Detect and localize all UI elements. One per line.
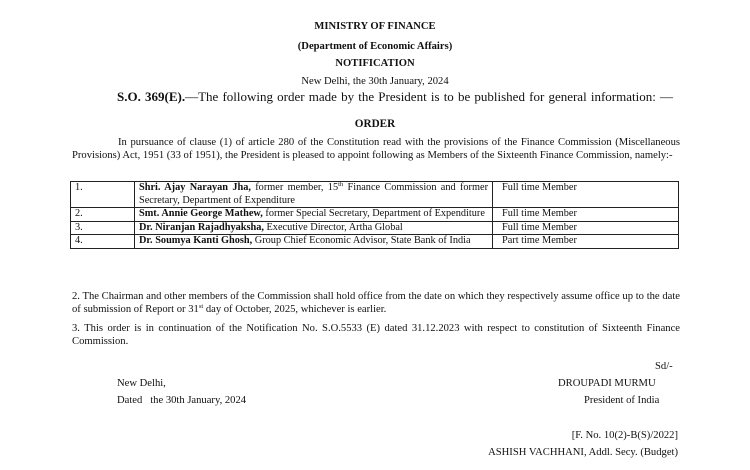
president-name: DROUPADI MURMU: [558, 378, 656, 389]
member-name: Smt. Annie George Mathew,: [139, 208, 263, 220]
member-number: 2.: [71, 208, 135, 222]
member-row: [71, 208, 679, 222]
member-role: Full time Member: [493, 208, 679, 222]
sign-dated: Dated the 30th January, 2024: [117, 395, 247, 406]
member-row: [71, 235, 679, 249]
members-table: [70, 181, 679, 249]
member-number: 3.: [71, 221, 135, 235]
member-row: [71, 221, 679, 235]
file-number: [F. No. 10(2)-B(S)/2022]: [571, 430, 678, 441]
sign-place: New Delhi,: [117, 378, 166, 389]
member-name: Dr. Niranjan Rajadhyaksha,: [139, 221, 264, 233]
member-role: Part time Member: [493, 235, 679, 249]
member-description: Shri. Ajay Narayan Jha, former member, 15th Finance Commission and former Secretary, Department of Expenditure: [135, 182, 493, 208]
paragraph-2: 2. The Chairman and other members of the Commission shall hold office from the date on which they respectively assume office up to the date of submission of Report or 31st day of October, 2025, whichever is earlier.: [72, 291, 680, 315]
signatory-line: ASHISH VACHHANI, Addl. Secy. (Budget): [488, 447, 678, 458]
paragraph-3: 3. This order is in continuation of the Notification No. S.O.5533 (E) dated 31.12.2023 with respect to constitution of Sixteenth Finance Commission.: [72, 323, 680, 347]
member-description: Dr. Soumya Kanti Ghosh, Group Chief Economic Advisor, State Bank of India: [135, 235, 493, 249]
member-description: Smt. Annie George Mathew, former Special Secretary, Department of Expenditure: [135, 208, 493, 222]
place-date-line: New Delhi, the 30th January, 2024: [301, 76, 449, 87]
so-number: S.O. 369(E).: [117, 89, 186, 104]
member-role: Full time Member: [493, 182, 679, 208]
ministry-heading: MINISTRY OF FINANCE: [314, 21, 436, 32]
member-number: 1.: [71, 182, 135, 208]
member-description: Dr. Niranjan Rajadhyaksha, Executive Director, Artha Global: [135, 221, 493, 235]
department-heading: (Department of Economic Affairs): [297, 41, 453, 52]
so-intro: [117, 90, 673, 104]
president-title: President of India: [584, 395, 660, 406]
sd-mark: Sd/-: [655, 361, 673, 372]
member-role: Full time Member: [493, 221, 679, 235]
member-number: 4.: [71, 235, 135, 249]
notification-heading: NOTIFICATION: [335, 58, 415, 69]
member-name: Shri. Ajay Narayan Jha,: [139, 182, 251, 193]
member-name: Dr. Soumya Kanti Ghosh,: [139, 235, 253, 247]
preamble-paragraph: In pursuance of clause (1) of article 280 of the Constitution read with the provisions of the Finance Commission (Miscellaneous Provisions) Act, 1951 (33 of 1951), the President is pleased to appoint following as Members of the Sixteenth Finance Commission, namely:-: [72, 137, 680, 161]
so-intro-text: —The following order made by the President is to be published for general information: —: [185, 89, 674, 104]
order-heading: ORDER: [354, 118, 396, 130]
member-row: [71, 182, 679, 208]
